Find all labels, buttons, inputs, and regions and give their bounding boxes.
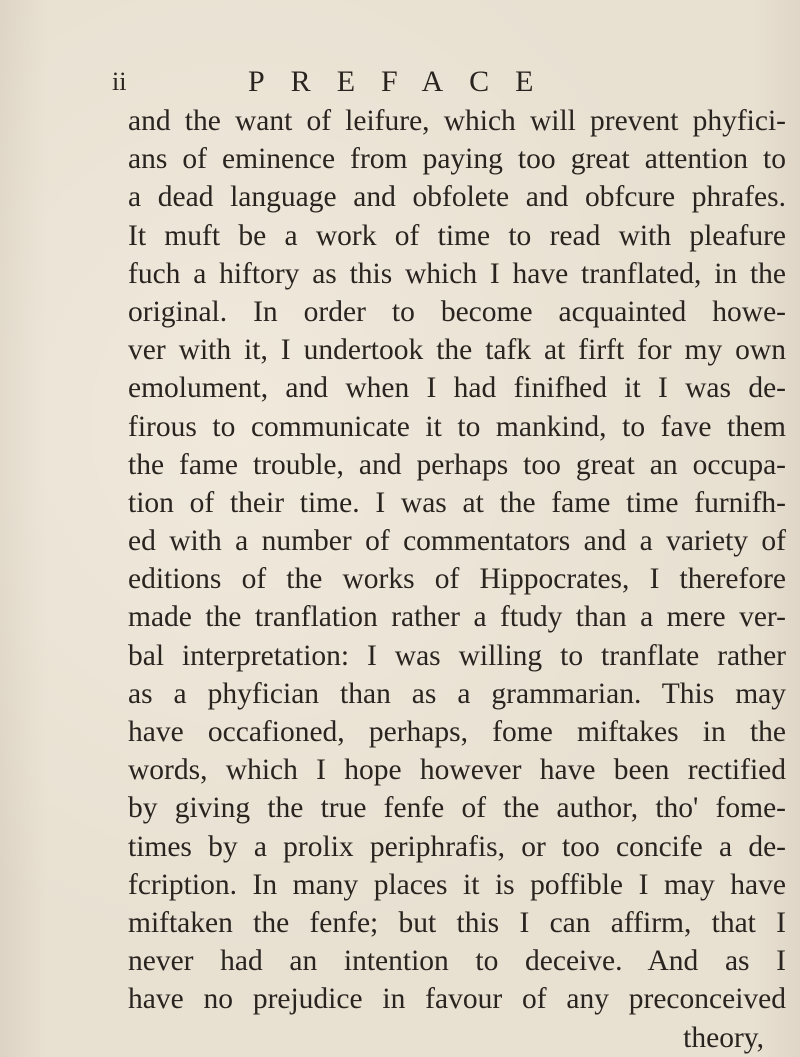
- catchword: theory,: [683, 1021, 764, 1054]
- text-line: firous to communicate it to mankind, to fave them: [128, 410, 786, 443]
- page-number: ii: [112, 67, 127, 96]
- text-line: as a phyfician than as a grammarian. This may: [128, 677, 786, 710]
- text-line: and the want of leifure, which will prevent phyfici-: [128, 105, 786, 137]
- text-line: times by a prolix periphrafis, or too concife a de-: [128, 830, 786, 863]
- text-line: the fame trouble, and perhaps too great an occupa-: [128, 448, 786, 481]
- text-line: words, which I hope however have been rectified: [128, 754, 786, 787]
- text-line: by giving the true fenfe of the author, tho' fome-: [128, 792, 786, 825]
- running-head: PREFACE: [248, 65, 560, 98]
- text-line: miftaken the fenfe; but this I can affirm, that I: [128, 906, 786, 939]
- text-line: ans of eminence from paying too great attention to: [128, 143, 786, 176]
- text-line: It muft be a work of time to read with pleafure: [128, 219, 786, 252]
- text-line: made the tranflation rather a ftudy than a mere ver-: [128, 601, 786, 634]
- text-line: have occafioned, perhaps, fome miftakes in the: [128, 716, 786, 748]
- text-line: bal interpretation: I was willing to tranflate rather: [128, 639, 786, 672]
- text-line: have no prejudice in favour of any preconceived: [128, 983, 786, 1016]
- text-line: a dead language and obfolete and obfcure phrafes.: [128, 181, 786, 214]
- text-line: ver with it, I undertook the tafk at firft for my own: [128, 334, 786, 367]
- text-line: tion of their time. I was at the fame time furnifh-: [128, 486, 786, 519]
- body-text: [128, 102, 786, 1057]
- text-line: original. In order to become acquainted howe-: [128, 295, 786, 328]
- text-line: editions of the works of Hippocrates, I therefore: [128, 563, 786, 596]
- text-line: ed with a number of commentators and a variety of: [128, 525, 786, 558]
- page-header: [112, 62, 712, 102]
- text-line: fcription. In many places it is poffible I may have: [128, 868, 786, 901]
- text-line: fuch a hiftory as this which I have tranflated, in the: [128, 257, 786, 290]
- text-line: never had an intention to deceive. And as I: [128, 945, 786, 978]
- text-line: emolument, and when I had finifhed it I was de-: [128, 372, 786, 405]
